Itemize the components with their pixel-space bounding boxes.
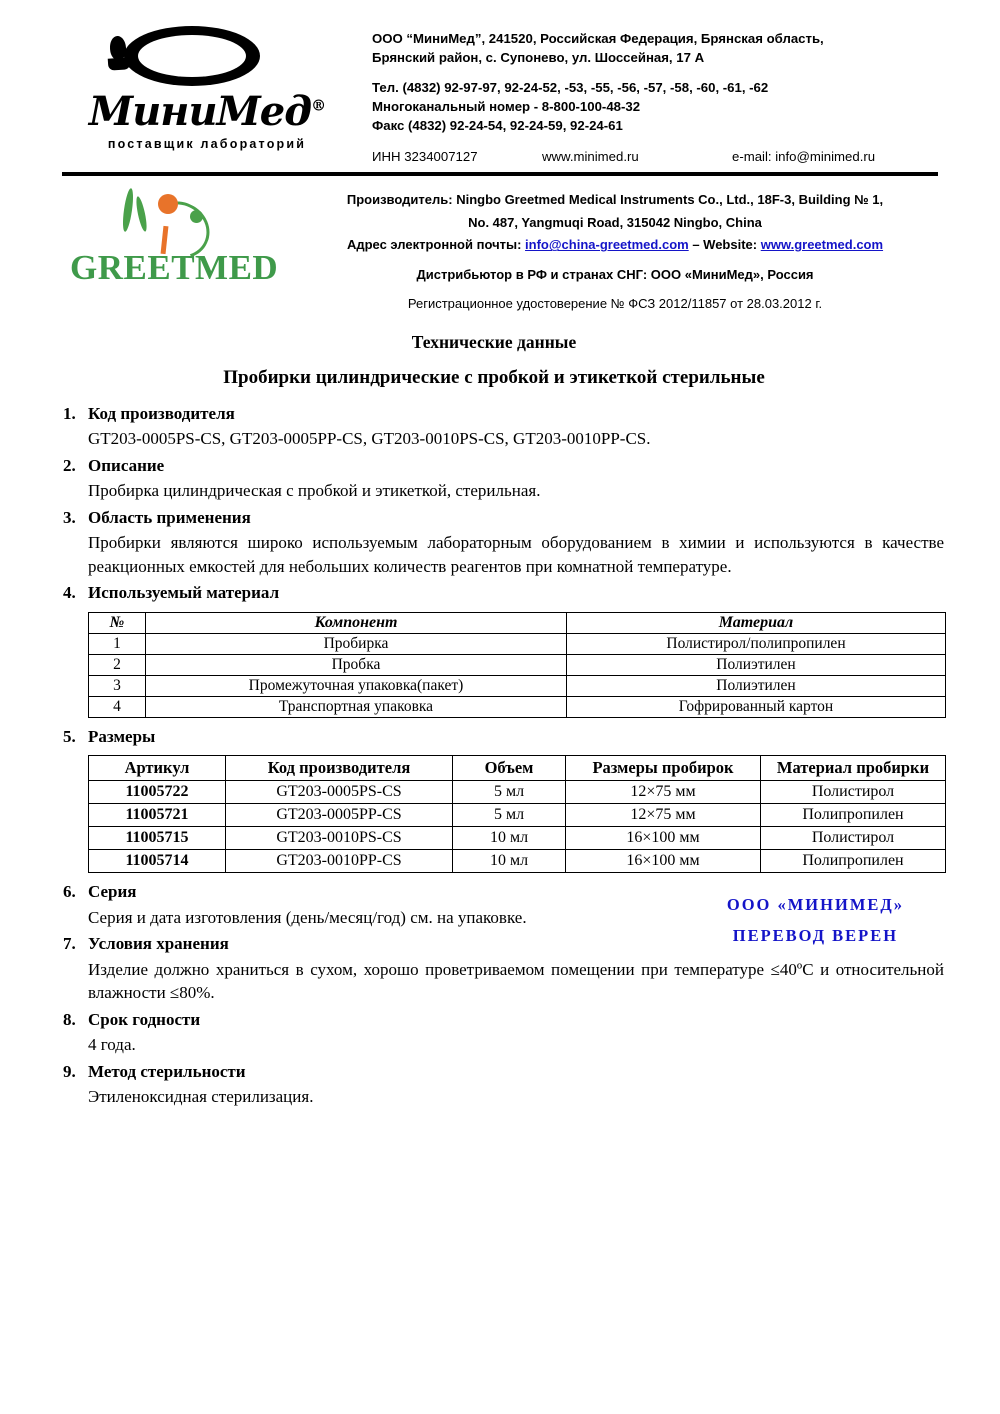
section-shelf-life — [80, 1007, 944, 1057]
document-body — [0, 332, 1000, 1109]
greetmed-wordmark: GREETMED — [70, 248, 279, 288]
distributor-line: Дистрибьютор в РФ и странах СНГ: ООО «МиниМед», Россия — [416, 266, 814, 282]
company-multichannel-phone: Многоканальный номер - 8-800-100-48-32 — [372, 99, 641, 115]
sizes-cell-code: GT203-0005PS-CS — [226, 781, 453, 804]
sizes-header-volume: Объем — [453, 756, 566, 781]
sizes-cell-material: Полистирол — [761, 781, 946, 804]
sizes-cell-article: 11005715 — [89, 827, 226, 850]
company-email[interactable]: e-mail: info@minimed.ru — [732, 148, 876, 164]
manufacturer-name-address: Ningbo Greetmed Medical Instruments Co., Ltd., 18F-3, Building № 1, — [456, 192, 884, 208]
materials-cell-component: Транспортная упаковка — [146, 696, 567, 717]
section-5-heading: 5. Размеры — [88, 726, 156, 746]
sections-list — [44, 401, 944, 1109]
table-row — [89, 696, 946, 717]
materials-cell-num: 4 — [89, 696, 146, 717]
minimed-logo — [62, 22, 352, 151]
table-row — [89, 675, 946, 696]
section-4-heading: 4. Используемый материал — [88, 583, 280, 603]
document-title-primary: Технические данные — [411, 331, 577, 352]
sizes-header-code: Код производителя — [226, 756, 453, 781]
materials-cell-component: Промежуточная упаковка(пакет) — [146, 675, 567, 696]
translation-stamp — [727, 889, 904, 952]
minimed-logo-word-text: МиниМед — [88, 88, 312, 135]
sizes-cell-code: GT203-0005PP-CS — [226, 804, 453, 827]
materials-header-material: Материал — [567, 612, 946, 633]
manufacturer-contact-line — [292, 235, 938, 255]
company-website[interactable]: www.minimed.ru — [542, 148, 639, 164]
section-2-heading: 2. Описание — [88, 455, 165, 475]
materials-cell-num: 3 — [89, 675, 146, 696]
section-2-body: Пробирка цилиндрическая с пробкой и этикеткой, стерильная. — [88, 481, 541, 501]
registration-certificate: Регистрационное удостоверение № ФСЗ 2012/11857 от 28.03.2012 г. — [407, 296, 823, 312]
section-6-body: Серия и дата изготовления (день/месяц/год) см. на упаковке. — [88, 907, 527, 927]
stamp-line-1: ООО «МИНИМЕД» — [726, 895, 904, 914]
company-inn: ИНН 3234007127 — [372, 148, 478, 164]
manufacturer-label: Производитель: — [346, 192, 453, 208]
section-9-body: Этиленоксидная стерилизация. — [88, 1087, 314, 1107]
sizes-cell-material: Полипропилен — [761, 850, 946, 873]
section-9-heading: 9. Метод стерильности — [88, 1061, 246, 1081]
sizes-cell-code: GT203-0010PP-CS — [226, 850, 453, 873]
sizes-header-dimensions: Размеры пробирок — [566, 756, 761, 781]
materials-cell-material: Гофрированный картон — [567, 696, 946, 717]
section-3-body: Пробирки являются широко используемым лабораторным оборудованием в химии и используются в качестве реакционных емкостей для небольших количеств реагентов при комнатной температуре. — [88, 533, 944, 576]
company-identifiers — [372, 148, 938, 167]
section-sterilization — [80, 1059, 944, 1109]
leaf-secondary-icon — [134, 196, 148, 233]
materials-table — [88, 612, 946, 718]
sizes-cell-volume: 10 мл — [453, 850, 566, 873]
section-materials — [80, 580, 944, 718]
section-1-body: GT203-0005PS-CS, GT203-0005PP-CS, GT203-0010PS-CS, GT203-0010PP-CS. — [88, 429, 651, 449]
company-phone: Тел. (4832) 92-97-97, 92-24-52, -53, -55, -56, -57, -58, -60, -61, -62 — [372, 80, 769, 96]
manufacturer-website-label: – Website: — [692, 237, 758, 253]
sizes-cell-material: Полистирол — [761, 827, 946, 850]
table-row — [89, 633, 946, 654]
leaf-icon — [121, 188, 135, 233]
sizes-cell-dimensions: 12×75 мм — [566, 781, 761, 804]
minimed-logo-wordmark — [62, 88, 352, 135]
manufacturer-website-link[interactable]: www.greetmed.com — [760, 237, 884, 253]
minimed-logo-tagline: поставщик лабораторий — [107, 137, 307, 151]
stamp-line-2: ПЕРЕВОД ВЕРЕН — [732, 926, 899, 946]
section-manufacturer-code — [80, 401, 944, 451]
sizes-cell-code: GT203-0010PS-CS — [226, 827, 453, 850]
manufacturer-email-link[interactable]: info@china-greetmed.com — [525, 237, 689, 253]
table-row — [89, 850, 946, 873]
materials-cell-material: Полиэтилен — [567, 654, 946, 675]
materials-cell-material: Полиэтилен — [567, 675, 946, 696]
section-3-heading: 3. Область применения — [88, 507, 251, 527]
company-address-line-2: Брянский район, с. Супонево, ул. Шоссейная, 17 А — [372, 49, 705, 65]
materials-header-num: № — [89, 612, 146, 633]
table-row — [89, 654, 946, 675]
minimed-emblem-icon — [62, 26, 352, 90]
manufacturer-line-1 — [292, 190, 938, 210]
section-application — [80, 505, 944, 578]
materials-cell-material: Полистирол/полипропилен — [567, 633, 946, 654]
sizes-cell-dimensions: 12×75 мм — [566, 804, 761, 827]
sizes-cell-material: Полипропилен — [761, 804, 946, 827]
sizes-cell-volume: 10 мл — [453, 827, 566, 850]
sizes-table — [88, 755, 946, 873]
materials-cell-num: 1 — [89, 633, 146, 654]
sizes-header-article: Артикул — [89, 756, 226, 781]
section-description — [80, 453, 944, 503]
section-7-heading: 7. Условия хранения — [88, 934, 229, 954]
sizes-cell-volume: 5 мл — [453, 781, 566, 804]
company-fax: Факс (4832) 92-24-54, 92-24-59, 92-24-61 — [372, 117, 623, 133]
section-8-heading: 8. Срок годности — [88, 1009, 201, 1029]
materials-header-component: Компонент — [146, 612, 567, 633]
sizes-cell-dimensions: 16×100 мм — [566, 827, 761, 850]
sizes-cell-article: 11005721 — [89, 804, 226, 827]
section-sizes — [80, 724, 944, 874]
manufacturer-block — [0, 176, 1000, 314]
sizes-cell-article: 11005722 — [89, 781, 226, 804]
manufacturer-details — [292, 186, 938, 314]
table-header-row — [89, 612, 946, 633]
sizes-cell-article: 11005714 — [89, 850, 226, 873]
company-address-line-1: ООО “МиниМед”, 241520, Российская Федерация, Брянская область, — [372, 31, 824, 46]
section-1-heading: 1. Код производителя — [88, 403, 235, 423]
manufacturer-email-label: Адрес электронной почты: — [346, 237, 522, 253]
table-row — [89, 804, 946, 827]
table-header-row — [89, 756, 946, 781]
company-contacts — [352, 22, 938, 166]
materials-cell-component: Пробка — [146, 654, 567, 675]
document-title-secondary: Пробирки цилиндрические с пробкой и этикеткой стерильные — [223, 366, 765, 388]
sizes-cell-dimensions: 16×100 мм — [566, 850, 761, 873]
table-row — [89, 781, 946, 804]
materials-cell-num: 2 — [89, 654, 146, 675]
manufacturer-line-2: No. 487, Yangmuqi Road, 315042 Ningbo, China — [468, 214, 762, 230]
section-8-body: 4 года. — [88, 1035, 136, 1055]
greetmed-logo — [62, 186, 292, 291]
letterhead — [0, 0, 1000, 166]
registered-mark-icon: ® — [311, 96, 326, 115]
section-7-body: Изделие должно храниться в сухом, хорошо проветриваемом помещении при температуре ≤40ºС и относительной влажности ≤80%. — [88, 959, 944, 1003]
table-row — [89, 827, 946, 850]
sizes-header-material: Материал пробирки — [761, 756, 946, 781]
sizes-cell-volume: 5 мл — [453, 804, 566, 827]
materials-cell-component: Пробирка — [146, 633, 567, 654]
section-6-heading: 6. Серия — [88, 882, 137, 902]
